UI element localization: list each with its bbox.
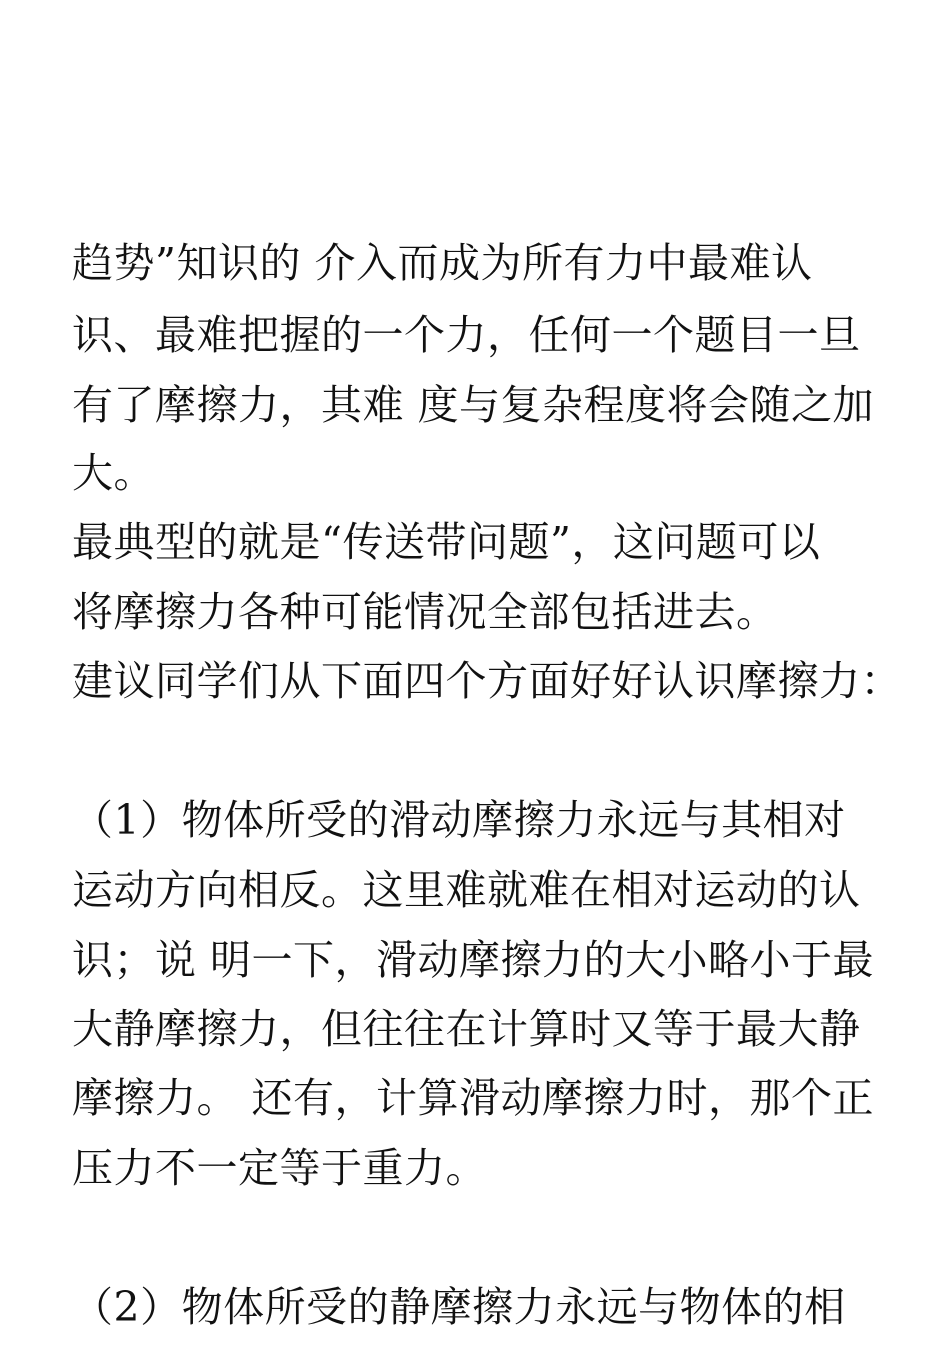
text-line: 大静摩擦力，但往往在计算时又等于最大静: [72, 1005, 861, 1053]
text-line: 压力不一定等于重力。: [72, 1144, 487, 1192]
text-line: （1）物体所受的滑动摩擦力永远与其相对: [72, 796, 846, 844]
text-line: 趋势”知识的 介入而成为所有力中最难认: [72, 239, 813, 287]
text-line: 有了摩擦力，其难 度与复杂程度将会随之加: [72, 381, 875, 429]
text-line: 识、最难把握的一个力，任何一个题目一旦: [72, 311, 861, 359]
text-line: 建议同学们从下面四个方面好好认识摩擦力：: [72, 657, 902, 705]
text-line: （2）物体所受的静摩擦力永远与物体的相: [72, 1283, 846, 1331]
text-line: 大。: [72, 449, 155, 497]
text-line: 运动方向相反。这里难就难在相对运动的认: [72, 866, 861, 914]
text-line: 识；说 明一下，滑动摩擦力的大小略小于最: [72, 936, 875, 984]
text-line: 摩擦力。 还有，计算滑动摩擦力时，那个正: [72, 1074, 875, 1122]
text-line: 最典型的就是“传送带问题”，这问题可以: [72, 518, 821, 566]
text-line: 将摩擦力各种可能情况全部包括进去。: [72, 588, 778, 636]
